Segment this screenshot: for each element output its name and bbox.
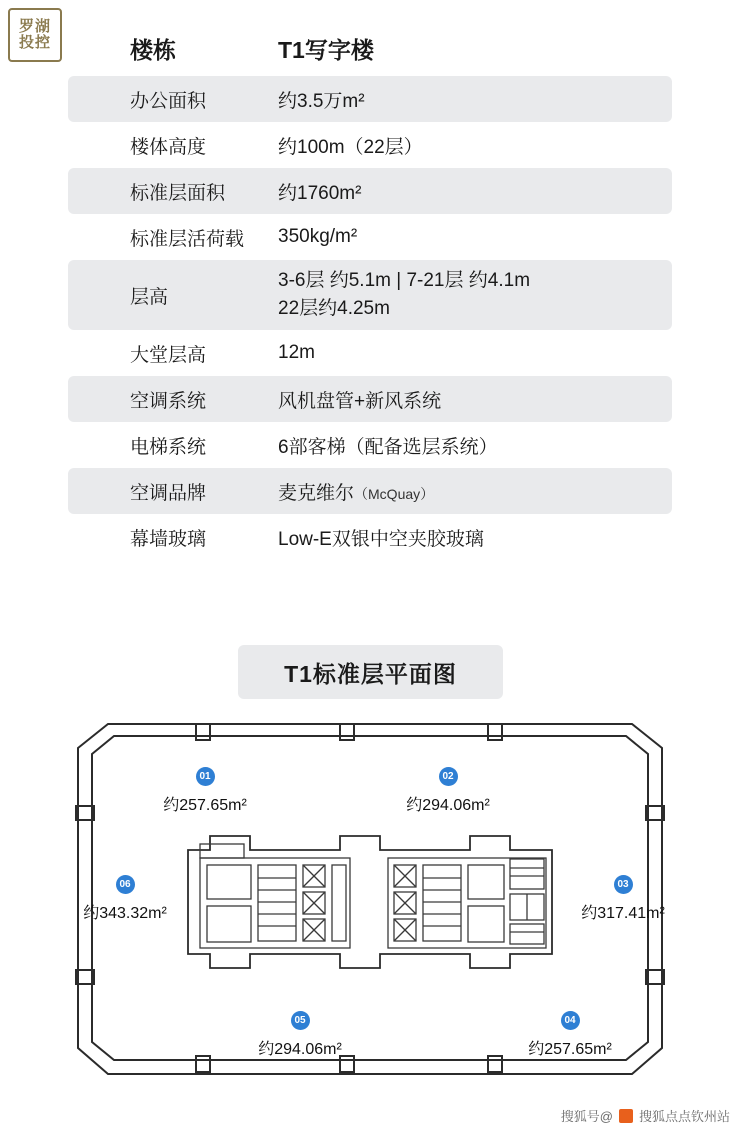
table-row bbox=[68, 468, 672, 514]
row-label: 楼体高度 bbox=[130, 136, 207, 158]
unit-area-03: 约317.41m² bbox=[581, 905, 665, 922]
row-value: Low-E双银中空夹胶玻璃 bbox=[278, 528, 484, 550]
row-value-sub: （McQuay） bbox=[354, 485, 435, 502]
building-spec-table bbox=[68, 20, 672, 560]
row-value: 约1760m² bbox=[278, 182, 362, 204]
unit-area-01: 约257.65m² bbox=[163, 797, 247, 814]
watermark-text: 搜狐点点钦州站 bbox=[638, 1109, 730, 1124]
row-value: 约100m（22层） bbox=[278, 136, 423, 158]
table-row bbox=[68, 376, 672, 422]
row-value bbox=[278, 267, 672, 322]
row-value: 风机盘管+新风系统 bbox=[278, 390, 442, 412]
table-row bbox=[68, 168, 672, 214]
unit-label-01 bbox=[135, 766, 275, 815]
unit-area-06: 约343.32m² bbox=[83, 905, 167, 922]
sohu-icon bbox=[619, 1109, 633, 1123]
row-value: 6部客梯（配备选层系统） bbox=[278, 436, 498, 458]
row-label: 电梯系统 bbox=[130, 436, 207, 458]
unit-area-02: 约294.06m² bbox=[406, 797, 490, 814]
watermark bbox=[561, 1106, 730, 1125]
row-label: 标准层面积 bbox=[130, 182, 226, 204]
table-row bbox=[68, 422, 672, 468]
company-logo bbox=[8, 8, 62, 62]
watermark-prefix: 搜狐号@ bbox=[560, 1109, 613, 1124]
logo-line-1: 罗湖 bbox=[18, 17, 51, 35]
floor-plan-title: T1标准层平面图 bbox=[238, 645, 503, 699]
floor-plan-drawing bbox=[40, 718, 700, 1088]
unit-badge-02: 02 bbox=[439, 767, 458, 786]
row-label: 空调品牌 bbox=[130, 482, 207, 504]
row-label: 层高 bbox=[130, 286, 169, 308]
table-header-row bbox=[68, 20, 672, 76]
unit-label-06 bbox=[50, 874, 200, 923]
row-value: 约3.5万m² bbox=[278, 90, 365, 112]
unit-label-02 bbox=[368, 766, 528, 815]
row-value-line-1: 3-6层 约5.1m | 7-21层 约4.1m bbox=[278, 270, 531, 292]
row-value-line-2: 22层约4.25m bbox=[278, 298, 390, 319]
table-row bbox=[68, 330, 672, 376]
row-value-main: 麦克维尔 bbox=[278, 482, 355, 504]
unit-badge-01: 01 bbox=[196, 767, 215, 786]
table-row bbox=[68, 214, 672, 260]
header-label: 楼栋 bbox=[130, 36, 176, 63]
row-label: 标准层活荷载 bbox=[130, 228, 245, 250]
table-row bbox=[68, 514, 672, 560]
logo-line-2: 投控 bbox=[18, 34, 51, 51]
table-row bbox=[68, 122, 672, 168]
row-value: 12m bbox=[278, 342, 315, 363]
unit-badge-06: 06 bbox=[116, 875, 135, 894]
table-row bbox=[68, 260, 672, 330]
header-value: T1写字楼 bbox=[278, 36, 374, 63]
row-label: 幕墙玻璃 bbox=[130, 528, 207, 550]
unit-label-03 bbox=[548, 874, 698, 923]
row-label: 空调系统 bbox=[130, 390, 207, 412]
row-value: 350kg/m² bbox=[278, 226, 358, 247]
unit-label-04 bbox=[490, 1010, 650, 1059]
unit-area-04: 约257.65m² bbox=[528, 1041, 612, 1058]
unit-badge-04: 04 bbox=[561, 1011, 580, 1030]
row-label: 大堂层高 bbox=[130, 344, 207, 366]
row-value bbox=[278, 478, 672, 505]
unit-badge-05: 05 bbox=[291, 1011, 310, 1030]
table-row bbox=[68, 76, 672, 122]
unit-label-05 bbox=[220, 1010, 380, 1059]
row-label: 办公面积 bbox=[130, 90, 207, 112]
unit-area-05: 约294.06m² bbox=[258, 1041, 342, 1058]
unit-badge-03: 03 bbox=[614, 875, 633, 894]
